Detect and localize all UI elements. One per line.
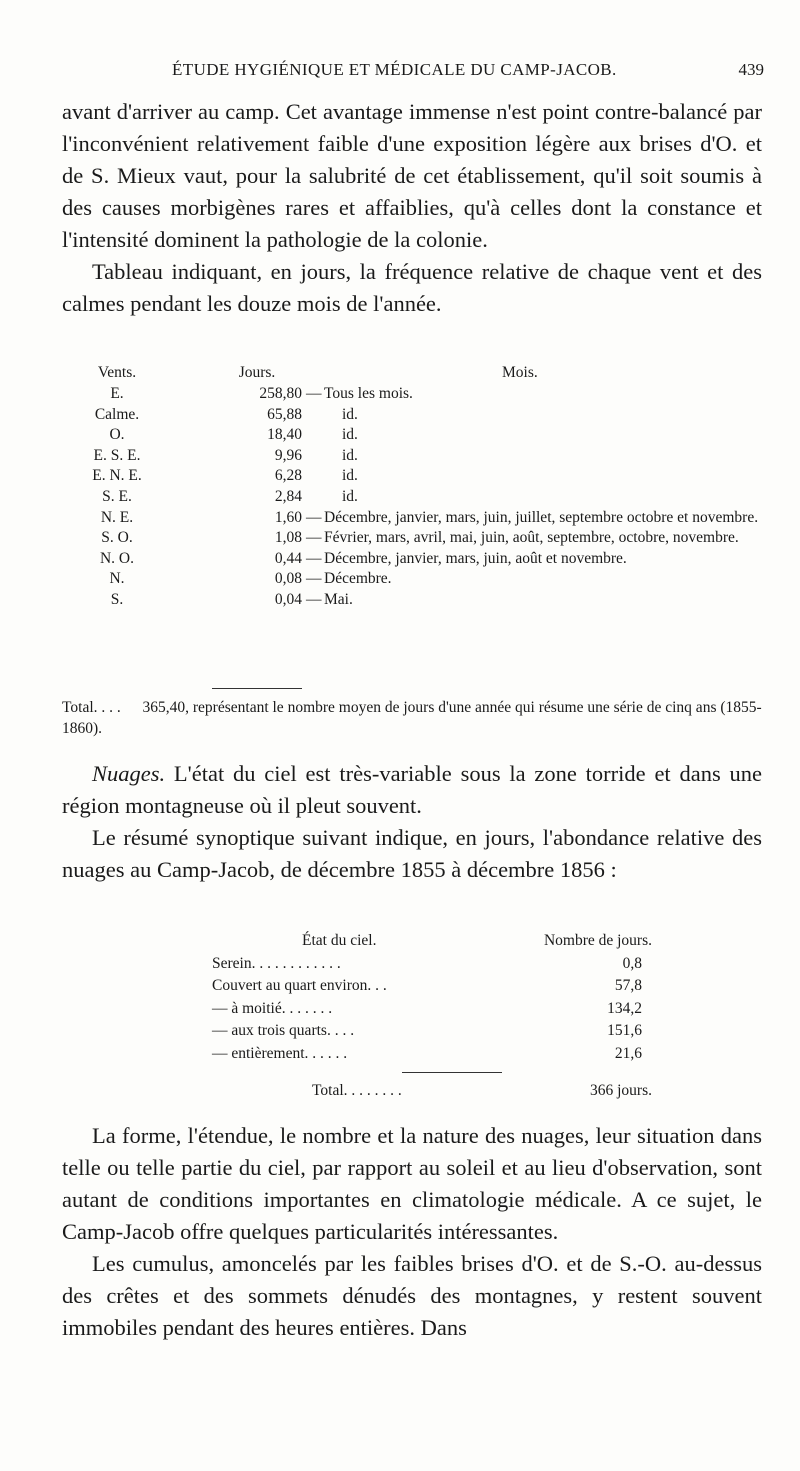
sky-state: Couvert au quart environ. . . [212, 977, 387, 994]
winds-table [62, 363, 762, 611]
page-number: 439 [738, 60, 764, 79]
wind-days: 18,40 [267, 426, 302, 444]
wind-days: 0,04 [274, 590, 302, 608]
wind-days: 6,28 [274, 467, 302, 485]
sky-state: Serein. . . . . . . . . . . . [212, 954, 341, 972]
wind-row [62, 569, 762, 590]
running-title: ÉTUDE HYGIÉNIQUE ET MÉDICALE DU CAMP-JACOB. [172, 60, 617, 79]
wind-dash: — [306, 385, 322, 402]
paragraph-salubrity: avant d'arriver au camp. Cet avantage immense n'est point contre-balancé par l'inconvénient relativement faible d'une exposition légère aux brises d'O. et de S. Mieux vaut, pour la salubrité de cet établissement, qu'il soit soumis à des causes morbigènes rares et affaiblies, qu'à celles dont la constance et l'intensité dominent la pathologie de la colonie. [62, 99, 762, 252]
sky-total-value: 366 jours. [590, 1082, 652, 1099]
wind-row [62, 590, 762, 611]
wind-direction: N. [109, 570, 125, 588]
wind-months: Mai. [324, 590, 353, 608]
total-note: représentant le nombre moyen de jours d'une année qui résume une série de cinq ans (1855-1860). [62, 699, 762, 737]
sky-row [212, 953, 652, 976]
paragraph-resume: Le résumé synoptique suivant indique, en jours, l'abondance relative des nuages au Camp-Jacob, de décembre 1855 à décembre 1856 : [62, 825, 762, 882]
wind-direction: N. E. [100, 508, 134, 526]
closing-paragraphs [62, 1120, 762, 1344]
sky-row [212, 1020, 652, 1043]
wind-months: id. [342, 487, 358, 505]
wind-direction: Calme. [94, 405, 140, 423]
opening-paragraphs [62, 96, 762, 320]
total-label: Total. . . . [62, 699, 121, 716]
wind-months: id. [342, 405, 358, 423]
wind-row [62, 466, 762, 487]
sky-days: 151,6 [607, 1022, 642, 1039]
wind-days: 258,80 [259, 385, 302, 402]
wind-dash: — [306, 570, 322, 588]
wind-row [62, 405, 762, 426]
sky-total-label: Total. . . . . . . . [312, 1082, 402, 1099]
header-etat: État du ciel. [302, 932, 377, 949]
wind-months: Décembre, janvier, mars, juin, août et novembre. [324, 549, 627, 567]
wind-days: 1,08 [274, 529, 302, 547]
wind-direction: S. [110, 590, 124, 608]
sky-days: 21,6 [614, 1044, 642, 1062]
page-header [62, 60, 762, 90]
wind-dash: — [306, 549, 322, 567]
wind-row [62, 487, 762, 508]
wind-direction: N. O. [99, 549, 134, 567]
wind-row [62, 384, 762, 405]
wind-months: Février, mars, avril, mai, juin, août, septembre, octobre, novembre. [324, 529, 739, 547]
wind-days: 0,08 [274, 570, 302, 588]
sky-days: 134,2 [607, 999, 642, 1017]
wind-row [62, 446, 762, 467]
wind-row [62, 549, 762, 570]
nuages-text: L'état du ciel est très-variable sous la zone torride et dans une région montagneuse où il pleut souvent. [62, 761, 763, 818]
sky-total-rule [402, 1072, 502, 1073]
paragraph-cumulus: Les cumulus, amoncelés par les faibles brises d'O. et de S.-O. au-dessus des crêtes et des sommets dénudés des montagnes, y restent souvent immobiles pendant des heures entières. Dans [62, 1251, 762, 1340]
paragraph-nuages [62, 758, 762, 822]
wind-months: Tous les mois. [324, 385, 413, 402]
sky-days: 0,8 [622, 954, 642, 972]
header-mois: Mois. [502, 364, 538, 381]
sky-table-header [212, 930, 652, 953]
header-vents: Vents. [97, 364, 137, 381]
winds-total [62, 697, 762, 739]
sky-state: — aux trois quarts. . . . [212, 1022, 355, 1039]
wind-days: 1,60 [274, 508, 302, 526]
wind-dash: — [306, 590, 322, 608]
sky-table-rows [212, 953, 652, 1066]
sky-state: — à moitié. . . . . . . [212, 999, 333, 1017]
wind-dash: — [306, 529, 322, 547]
winds-table-rows [62, 384, 762, 611]
wind-dash: — [306, 508, 322, 526]
wind-days: 2,84 [274, 487, 302, 505]
wind-direction: E. S. E. [93, 446, 141, 464]
winds-table-header [62, 363, 762, 384]
wind-months: Décembre, janvier, mars, juin, juillet, septembre octobre et novembre. [324, 508, 759, 526]
sky-table [212, 930, 652, 1065]
header-jours: Jours. [238, 364, 276, 381]
nuages-heading: Nuages. [92, 761, 166, 786]
sky-state: — entièrement. . . . . . [212, 1044, 348, 1062]
total-rule [212, 688, 302, 689]
wind-months: Décembre. [324, 570, 392, 588]
wind-direction: S. O. [101, 529, 133, 547]
wind-direction: S. E. [102, 487, 132, 505]
wind-row [62, 528, 762, 549]
sky-row [212, 1043, 652, 1066]
wind-row [62, 425, 762, 446]
wind-direction: E. [110, 385, 124, 402]
sky-row [212, 975, 652, 998]
sky-days: 57,8 [614, 977, 642, 994]
wind-row [62, 508, 762, 529]
paragraph-table-intro: Tableau indiquant, en jours, la fréquence relative de chaque vent et des calmes pendant les douze mois de l'année. [62, 259, 762, 316]
wind-months: id. [342, 446, 358, 464]
wind-days: 65,88 [267, 405, 302, 423]
wind-direction: O. [109, 426, 125, 444]
wind-days: 9,96 [274, 446, 302, 464]
paragraph-forme: La forme, l'étendue, le nombre et la nature des nuages, leur situation dans telle ou telle partie du ciel, par rapport au soleil et au lieu d'observation, sont autant de conditions importantes en climatologie médicale. A ce sujet, le Camp-Jacob offre quelques particularités intéressantes. [62, 1123, 762, 1244]
wind-direction: E. N. E. [92, 467, 142, 485]
wind-days: 0,44 [274, 549, 302, 567]
wind-months: id. [342, 467, 358, 485]
total-value: 365,40, [142, 699, 190, 716]
wind-months: id. [342, 426, 358, 444]
nuages-section [62, 758, 762, 886]
header-nombre: Nombre de jours. [543, 932, 652, 949]
sky-row [212, 998, 652, 1021]
